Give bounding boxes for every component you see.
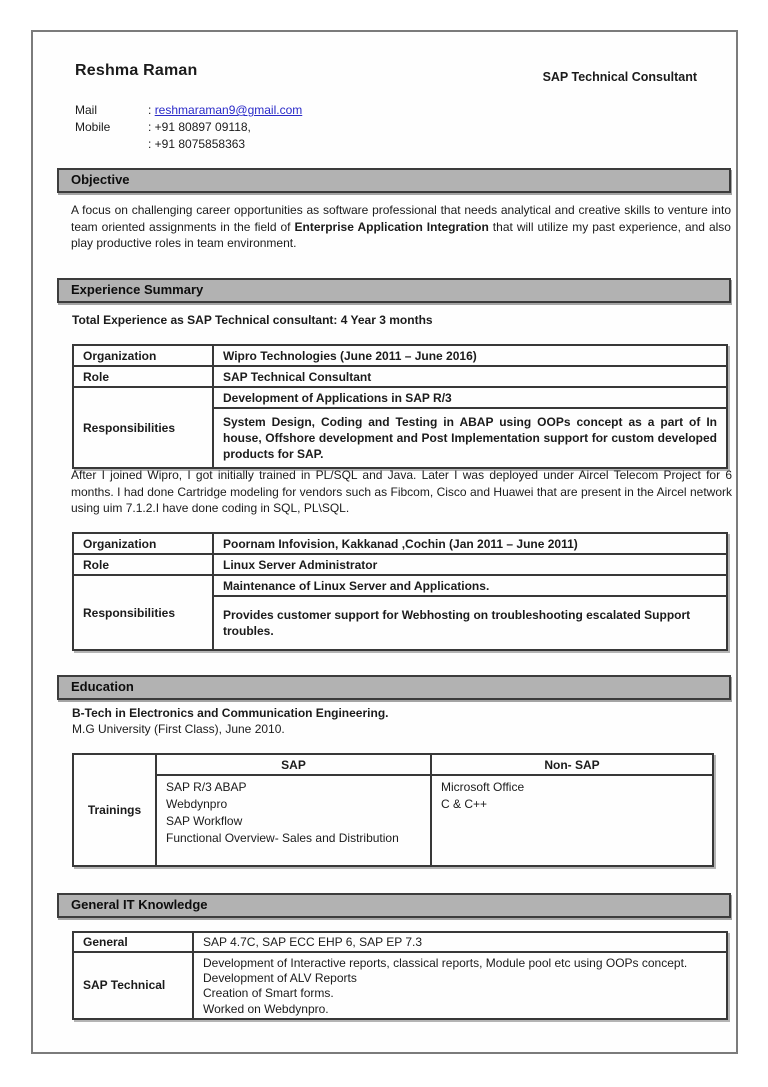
section-header-experience-summary: Experience Summary	[57, 278, 731, 303]
sap-technical-label: SAP Technical	[73, 952, 193, 1019]
role-value: Linux Server Administrator	[213, 554, 727, 575]
wipro-note-paragraph: After I joined Wipro, I got initially trained in PL/SQL and Java. Later I was deployed under Aircel Telecom Project for 6 months. I had done Cartridge modeling for vendors such as Fibcom, Cisco and Huawei that are present in the Aircel network using uim 7.1.2.I have done coding in SQL, PL\SQL.	[71, 468, 732, 515]
table-row	[73, 775, 713, 866]
responsibilities-value-2: System Design, Coding and Testing in ABAP using OOPs concept as a part of In house, Offshore development and Post Implementation support for custom developed products for SAP.	[213, 408, 727, 468]
trainings-label: Trainings	[73, 754, 156, 866]
objective-text-bold: Enterprise Application Integration	[294, 219, 489, 234]
sap-trainings-cell	[156, 775, 431, 866]
organization-label: Organization	[73, 533, 213, 554]
table-row	[73, 345, 727, 366]
organization-value: Wipro Technologies (June 2011 – June 2016)	[213, 345, 727, 366]
mail-value	[148, 102, 302, 119]
table-row	[73, 754, 713, 775]
mail-colon: :	[148, 103, 152, 117]
table-row	[73, 952, 727, 1019]
header-job-title: SAP Technical Consultant	[542, 70, 697, 84]
role-value: SAP Technical Consultant	[213, 366, 727, 387]
total-experience-line: Total Experience as SAP Technical consultant: 4 Year 3 months	[72, 313, 433, 327]
contact-row-mobile-1	[75, 119, 302, 136]
wipro-experience-table	[72, 344, 728, 469]
responsibilities-value-1: Development of Applications in SAP R/3	[213, 387, 727, 408]
mobile-number-2: : +91 8075858363	[148, 137, 246, 151]
section-header-objective: Objective	[57, 168, 731, 193]
sap-technical-item: Worked on Webdynpro.	[203, 1001, 329, 1016]
sap-training-item: SAP Workflow	[166, 814, 243, 828]
general-value: SAP 4.7C, SAP ECC EHP 6, SAP EP 7.3	[193, 932, 727, 952]
sap-technical-item: Development of Interactive reports, classical reports, Module pool etc using OOPs concept.	[203, 956, 688, 970]
degree-line: B-Tech in Electronics and Communication Engineering.	[72, 706, 389, 720]
email-link[interactable]: reshmaraman9@gmail.com	[154, 103, 303, 117]
responsibilities-value-1: Maintenance of Linux Server and Applications.	[213, 575, 727, 596]
poornam-experience-table	[72, 532, 728, 651]
university-line: M.G University (First Class), June 2010.	[72, 722, 285, 736]
general-label: General	[73, 932, 193, 952]
sap-training-item: SAP R/3 ABAP	[166, 780, 247, 794]
table-row	[73, 932, 727, 952]
objective-text-2: that will utilize my past experience, and also play productive roles in team environment.	[71, 219, 731, 250]
contact-row-mobile-2	[75, 136, 302, 153]
sap-technical-item: Development of ALV Reports	[203, 971, 357, 986]
section-header-general-it-knowledge: General IT Knowledge	[57, 893, 731, 918]
non-sap-training-item: C & C++	[441, 797, 488, 811]
sap-training-item: Webdynpro	[166, 797, 228, 811]
mail-label: Mail	[75, 103, 98, 117]
organization-value: Poornam Infovision, Kakkanad ,Cochin (Jan 2011 – June 2011)	[213, 533, 727, 554]
objective-paragraph	[71, 202, 731, 252]
mobile-label-spacer	[75, 136, 148, 153]
section-header-education: Education	[57, 675, 731, 700]
table-row	[73, 387, 727, 408]
table-row	[73, 366, 727, 387]
mobile-label: Mobile	[75, 120, 111, 134]
organization-label: Organization	[73, 345, 213, 366]
candidate-name: Reshma Raman	[75, 62, 198, 79]
role-label: Role	[73, 554, 213, 575]
responsibilities-label: Responsibilities	[73, 575, 213, 650]
non-sap-column-header: Non- SAP	[431, 754, 713, 775]
trainings-table	[72, 753, 714, 867]
table-row	[73, 575, 727, 596]
table-row	[73, 554, 727, 575]
page-border-frame	[31, 30, 738, 1054]
non-sap-trainings-cell	[431, 775, 713, 866]
contact-block	[75, 102, 302, 153]
non-sap-training-item: Microsoft Office	[441, 780, 525, 794]
contact-row-mail	[75, 102, 302, 119]
role-label: Role	[73, 366, 213, 387]
mobile-number-1: : +91 80897 09118,	[148, 120, 251, 134]
sap-technical-item: Creation of Smart forms.	[203, 986, 334, 1001]
objective-text-1: A focus on challenging career opportunities as software professional that needs analytical and creative skills to venture into team oriented assignments in the field of	[71, 203, 731, 234]
general-it-table	[72, 931, 728, 1020]
sap-training-item: Functional Overview- Sales and Distribution	[166, 831, 399, 845]
sap-technical-cell	[193, 952, 727, 1019]
responsibilities-label: Responsibilities	[73, 387, 213, 468]
sap-column-header: SAP	[156, 754, 431, 775]
responsibilities-value-2: Provides customer support for Webhosting on troubleshooting escalated Support troubles.	[213, 596, 727, 650]
table-row	[73, 533, 727, 554]
